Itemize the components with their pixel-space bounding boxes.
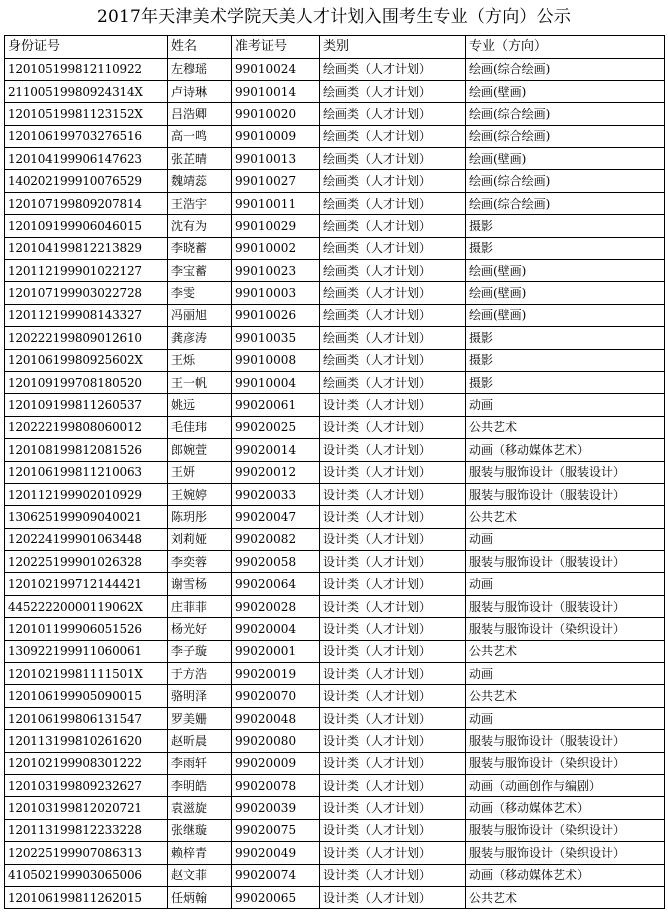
cell-category: 设计类（人才计划） (320, 775, 466, 797)
cell-major: 公共艺术 (466, 416, 665, 438)
cell-name: 张继璇 (168, 819, 232, 841)
cell-id-number: 120103199809232627 (5, 775, 168, 797)
cell-exam-number: 99010009 (232, 125, 320, 147)
cell-name: 任炳翰 (168, 886, 232, 908)
cell-category: 绘画类（人才计划） (320, 215, 466, 237)
cell-major: 服装与服饰设计（染织设计） (466, 819, 665, 841)
cell-exam-number: 99010035 (232, 327, 320, 349)
cell-major: 绘画(综合绘画) (466, 170, 665, 192)
cell-exam-number: 99010003 (232, 282, 320, 304)
cell-id-number: 12010219981111501X (5, 663, 168, 685)
page-title: 2017年天津美术学院天美人才计划入围考生专业（方向）公示 (96, 7, 572, 27)
cell-category: 设计类（人才计划） (320, 618, 466, 640)
cell-exam-number: 99010029 (232, 215, 320, 237)
cell-exam-number: 99020064 (232, 573, 320, 595)
cell-category: 设计类（人才计划） (320, 685, 466, 707)
cell-exam-number: 99020075 (232, 819, 320, 841)
cell-name: 王烁 (168, 349, 232, 371)
table-row (5, 663, 665, 685)
cell-name: 谢雪杨 (168, 573, 232, 595)
cell-id-number: 120109199906046015 (5, 215, 168, 237)
cell-major: 绘画(壁画) (466, 304, 665, 326)
cell-category: 绘画类（人才计划） (320, 80, 466, 102)
table-row (5, 103, 665, 125)
cell-major: 摄影 (466, 215, 665, 237)
cell-name: 沈有为 (168, 215, 232, 237)
cell-name: 骆明泽 (168, 685, 232, 707)
cell-name: 姚远 (168, 394, 232, 416)
cell-major: 摄影 (466, 349, 665, 371)
cell-category: 设计类（人才计划） (320, 416, 466, 438)
cell-name: 王婉婷 (168, 483, 232, 505)
cell-id-number: 120112199908143327 (5, 304, 168, 326)
cell-id-number: 120106199703276516 (5, 125, 168, 147)
cell-major: 绘画(壁画) (466, 148, 665, 170)
table-row (5, 685, 665, 707)
cell-name: 李晓蓄 (168, 237, 232, 259)
table-row (5, 483, 665, 505)
cell-category: 设计类（人才计划） (320, 528, 466, 550)
header-major: 专业（方向） (466, 36, 665, 59)
cell-id-number: 120113199812233228 (5, 819, 168, 841)
cell-major: 动画 (466, 707, 665, 729)
cell-exam-number: 99010020 (232, 103, 320, 125)
cell-id-number: 120101199906051526 (5, 618, 168, 640)
cell-exam-number: 99020014 (232, 439, 320, 461)
table-row (5, 573, 665, 595)
cell-name: 李明皓 (168, 775, 232, 797)
table-row (5, 528, 665, 550)
table-row (5, 618, 665, 640)
cell-category: 设计类（人才计划） (320, 640, 466, 662)
cell-exam-number: 99020061 (232, 394, 320, 416)
cell-exam-number: 99010014 (232, 80, 320, 102)
cell-id-number: 120106199811262015 (5, 886, 168, 908)
cell-name: 王一帆 (168, 371, 232, 393)
cell-name: 冯丽旭 (168, 304, 232, 326)
table-header-row (5, 36, 665, 59)
cell-category: 设计类（人才计划） (320, 707, 466, 729)
table-row (5, 439, 665, 461)
cell-name: 赵文菲 (168, 864, 232, 886)
cell-category: 设计类（人才计划） (320, 439, 466, 461)
table-row (5, 125, 665, 147)
cell-id-number: 120109199708180520 (5, 371, 168, 393)
cell-category: 设计类（人才计划） (320, 483, 466, 505)
cell-exam-number: 99020049 (232, 842, 320, 864)
cell-major: 服装与服饰设计（服装设计） (466, 595, 665, 617)
cell-id-number: 120103199812020721 (5, 797, 168, 819)
cell-exam-number: 99020048 (232, 707, 320, 729)
cell-major: 服装与服饰设计（服装设计） (466, 461, 665, 483)
cell-category: 绘画类（人才计划） (320, 148, 466, 170)
cell-category: 设计类（人才计划） (320, 752, 466, 774)
cell-category: 设计类（人才计划） (320, 663, 466, 685)
cell-name: 罗美姗 (168, 707, 232, 729)
cell-category: 设计类（人才计划） (320, 595, 466, 617)
cell-category: 绘画类（人才计划） (320, 304, 466, 326)
cell-id-number: 120102199908301222 (5, 752, 168, 774)
cell-name: 于方浩 (168, 663, 232, 685)
cell-category: 设计类（人才计划） (320, 394, 466, 416)
table-row (5, 237, 665, 259)
cell-exam-number: 99010004 (232, 371, 320, 393)
cell-major: 服装与服饰设计（服装设计） (466, 551, 665, 573)
cell-exam-number: 99010008 (232, 349, 320, 371)
table-row (5, 842, 665, 864)
cell-major: 绘画(综合绘画) (466, 103, 665, 125)
cell-exam-number: 99020033 (232, 483, 320, 505)
table-row (5, 282, 665, 304)
cell-id-number: 120104199906147623 (5, 148, 168, 170)
cell-name: 袁滋旋 (168, 797, 232, 819)
cell-id-number: 120106199905090015 (5, 685, 168, 707)
cell-name: 张芷晴 (168, 148, 232, 170)
table-row (5, 506, 665, 528)
table-row (5, 394, 665, 416)
cell-name: 杨光好 (168, 618, 232, 640)
cell-id-number: 120112199901022127 (5, 260, 168, 282)
cell-major: 绘画(综合绘画) (466, 58, 665, 80)
cell-exam-number: 99020082 (232, 528, 320, 550)
table-row (5, 797, 665, 819)
cell-name: 左穆瑶 (168, 58, 232, 80)
cell-id-number: 120113199810261620 (5, 730, 168, 752)
cell-exam-number: 99010011 (232, 192, 320, 214)
cell-name: 高一鸣 (168, 125, 232, 147)
cell-id-number: 120222199809012610 (5, 327, 168, 349)
table-row (5, 886, 665, 908)
cell-major: 绘画(壁画) (466, 80, 665, 102)
cell-id-number: 120102199712144421 (5, 573, 168, 595)
cell-id-number: 12010619980925602X (5, 349, 168, 371)
cell-major: 动画 (466, 573, 665, 595)
cell-major: 公共艺术 (466, 506, 665, 528)
table-row (5, 864, 665, 886)
cell-id-number: 120106199811210063 (5, 461, 168, 483)
cell-major: 服装与服饰设计（服装设计） (466, 730, 665, 752)
cell-name: 赖梓青 (168, 842, 232, 864)
cell-major: 绘画(综合绘画) (466, 192, 665, 214)
cell-category: 绘画类（人才计划） (320, 349, 466, 371)
table-row (5, 640, 665, 662)
cell-major: 公共艺术 (466, 685, 665, 707)
cell-major: 绘画(壁画) (466, 282, 665, 304)
table-row (5, 58, 665, 80)
cell-name: 李雨轩 (168, 752, 232, 774)
cell-exam-number: 99010023 (232, 260, 320, 282)
table-row (5, 730, 665, 752)
cell-id-number: 140202199910076529 (5, 170, 168, 192)
header-id-number: 身份证号 (5, 36, 168, 59)
cell-name: 李子璇 (168, 640, 232, 662)
cell-id-number: 44522220000119062X (5, 595, 168, 617)
table-row (5, 595, 665, 617)
table-row (5, 260, 665, 282)
cell-name: 李雯 (168, 282, 232, 304)
cell-category: 绘画类（人才计划） (320, 282, 466, 304)
cell-exam-number: 99020078 (232, 775, 320, 797)
cell-category: 绘画类（人才计划） (320, 237, 466, 259)
cell-category: 设计类（人才计划） (320, 797, 466, 819)
table-row (5, 148, 665, 170)
table-row (5, 304, 665, 326)
cell-category: 设计类（人才计划） (320, 461, 466, 483)
cell-name: 李宝蓄 (168, 260, 232, 282)
cell-major: 服装与服饰设计（染织设计） (466, 842, 665, 864)
table-row (5, 192, 665, 214)
table-row (5, 327, 665, 349)
cell-id-number: 120225199907086313 (5, 842, 168, 864)
cell-exam-number: 99020070 (232, 685, 320, 707)
cell-exam-number: 99010002 (232, 237, 320, 259)
cell-id-number: 120107199903022728 (5, 282, 168, 304)
cell-id-number: 21100519980924314X (5, 80, 168, 102)
cell-exam-number: 99020012 (232, 461, 320, 483)
cell-major: 摄影 (466, 327, 665, 349)
table-row (5, 349, 665, 371)
table-row (5, 416, 665, 438)
table-row (5, 371, 665, 393)
cell-id-number: 130922199911060061 (5, 640, 168, 662)
cell-exam-number: 99020080 (232, 730, 320, 752)
cell-id-number: 120107199809207814 (5, 192, 168, 214)
cell-major: 摄影 (466, 237, 665, 259)
cell-exam-number: 99010024 (232, 58, 320, 80)
admission-table (4, 35, 665, 909)
table-row (5, 80, 665, 102)
cell-category: 绘画类（人才计划） (320, 327, 466, 349)
table-row (5, 461, 665, 483)
cell-id-number: 120224199901063448 (5, 528, 168, 550)
cell-category: 设计类（人才计划） (320, 819, 466, 841)
cell-id-number: 120104199812213829 (5, 237, 168, 259)
cell-major: 动画 (466, 394, 665, 416)
cell-exam-number: 99020058 (232, 551, 320, 573)
cell-exam-number: 99010026 (232, 304, 320, 326)
cell-id-number: 12010519981123152X (5, 103, 168, 125)
cell-name: 魏靖蕊 (168, 170, 232, 192)
cell-major: 服装与服饰设计（染织设计） (466, 618, 665, 640)
cell-category: 设计类（人才计划） (320, 506, 466, 528)
cell-exam-number: 99020009 (232, 752, 320, 774)
cell-category: 设计类（人才计划） (320, 573, 466, 595)
cell-name: 卢诗琳 (168, 80, 232, 102)
cell-name: 陈玥彤 (168, 506, 232, 528)
cell-major: 动画 (466, 528, 665, 550)
cell-major: 动画（移动媒体艺术） (466, 864, 665, 886)
cell-name: 郎婉萱 (168, 439, 232, 461)
table-row (5, 170, 665, 192)
cell-category: 绘画类（人才计划） (320, 170, 466, 192)
cell-name: 王妍 (168, 461, 232, 483)
cell-major: 公共艺术 (466, 640, 665, 662)
cell-exam-number: 99020039 (232, 797, 320, 819)
cell-exam-number: 99020004 (232, 618, 320, 640)
cell-name: 赵昕晨 (168, 730, 232, 752)
cell-exam-number: 99010027 (232, 170, 320, 192)
cell-major: 动画（动画创作与编剧） (466, 775, 665, 797)
cell-id-number: 130625199909040021 (5, 506, 168, 528)
cell-category: 设计类（人才计划） (320, 864, 466, 886)
cell-exam-number: 99010013 (232, 148, 320, 170)
table-row (5, 215, 665, 237)
cell-category: 设计类（人才计划） (320, 730, 466, 752)
cell-exam-number: 99020019 (232, 663, 320, 685)
cell-id-number: 410502199903065006 (5, 864, 168, 886)
cell-category: 设计类（人才计划） (320, 886, 466, 908)
cell-exam-number: 99020065 (232, 886, 320, 908)
cell-category: 绘画类（人才计划） (320, 192, 466, 214)
table-row (5, 707, 665, 729)
cell-major: 公共艺术 (466, 886, 665, 908)
header-category: 类别 (320, 36, 466, 59)
cell-major: 动画（移动媒体艺术） (466, 797, 665, 819)
cell-name: 李奕蓉 (168, 551, 232, 573)
cell-exam-number: 99020074 (232, 864, 320, 886)
cell-exam-number: 99020047 (232, 506, 320, 528)
table-row (5, 551, 665, 573)
cell-id-number: 120109199811260537 (5, 394, 168, 416)
header-name: 姓名 (168, 36, 232, 59)
cell-major: 动画 (466, 663, 665, 685)
cell-name: 庄菲菲 (168, 595, 232, 617)
cell-exam-number: 99020028 (232, 595, 320, 617)
cell-category: 绘画类（人才计划） (320, 371, 466, 393)
cell-name: 龚彦涛 (168, 327, 232, 349)
cell-id-number: 120106199806131547 (5, 707, 168, 729)
cell-major: 绘画(综合绘画) (466, 125, 665, 147)
cell-major: 动画（移动媒体艺术） (466, 439, 665, 461)
cell-category: 绘画类（人才计划） (320, 58, 466, 80)
cell-name: 毛佳玮 (168, 416, 232, 438)
cell-id-number: 120222199808060012 (5, 416, 168, 438)
cell-major: 服装与服饰设计（染织设计） (466, 752, 665, 774)
cell-major: 摄影 (466, 371, 665, 393)
cell-name: 吕浩卿 (168, 103, 232, 125)
cell-id-number: 120225199901026328 (5, 551, 168, 573)
cell-category: 绘画类（人才计划） (320, 260, 466, 282)
cell-category: 设计类（人才计划） (320, 842, 466, 864)
table-row (5, 752, 665, 774)
cell-name: 王浩宇 (168, 192, 232, 214)
cell-id-number: 120112199902010929 (5, 483, 168, 505)
cell-id-number: 120108199812081526 (5, 439, 168, 461)
header-exam-number: 准考证号 (232, 36, 320, 59)
cell-category: 绘画类（人才计划） (320, 125, 466, 147)
cell-exam-number: 99020025 (232, 416, 320, 438)
cell-exam-number: 99020001 (232, 640, 320, 662)
cell-category: 绘画类（人才计划） (320, 103, 466, 125)
cell-major: 绘画(壁画) (466, 260, 665, 282)
cell-id-number: 120105199812110922 (5, 58, 168, 80)
table-body (5, 58, 665, 909)
table-row (5, 819, 665, 841)
cell-major: 服装与服饰设计（服装设计） (466, 483, 665, 505)
cell-name: 刘莉娅 (168, 528, 232, 550)
cell-category: 设计类（人才计划） (320, 551, 466, 573)
table-row (5, 775, 665, 797)
